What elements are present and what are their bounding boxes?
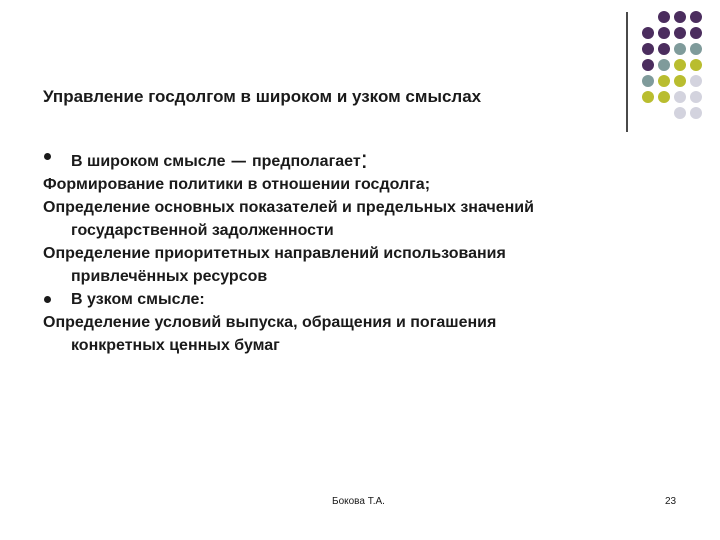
- decorative-dot: [658, 91, 670, 103]
- decorative-dot: [674, 43, 686, 55]
- decorative-dot: [674, 11, 686, 23]
- decorative-dot: [674, 107, 686, 119]
- bullet-icon: [44, 296, 51, 303]
- decorative-dot: [674, 91, 686, 103]
- decorative-vertical-line: [626, 12, 628, 132]
- decorative-dot: [658, 75, 670, 87]
- decorative-dot: [658, 43, 670, 55]
- dot-spacer: [642, 11, 654, 23]
- decorative-dot: [642, 91, 654, 103]
- decorative-dot: [690, 75, 702, 87]
- decorative-dot-grid: [640, 9, 704, 121]
- slide-title: Управление госдолгом в широком и узком смыслах: [43, 87, 482, 106]
- decorative-dot: [690, 11, 702, 23]
- bullet-text: В узком смысле:: [71, 291, 205, 308]
- bullet-text-rest: предполагает: [251, 153, 361, 170]
- decorative-dot: [658, 27, 670, 39]
- page-number: 23: [665, 496, 677, 507]
- footer-author: Бокова Т.А.: [332, 496, 385, 507]
- decorative-dot: [658, 59, 670, 71]
- bullet-text: В широком смысле: [71, 153, 226, 170]
- paragraph-line: Определение основных показателей и предельных значений: [43, 199, 534, 216]
- decorative-dot: [690, 27, 702, 39]
- paragraph-line: Определение условий выпуска, обращения и погашения: [43, 314, 497, 331]
- bullet-icon: [44, 153, 51, 160]
- paragraph-line-continued: привлечённых ресурсов: [71, 268, 268, 285]
- dot-spacer: [658, 107, 670, 119]
- decorative-dot: [690, 91, 702, 103]
- decorative-dot: [690, 59, 702, 71]
- dash: –: [231, 144, 246, 174]
- decorative-dot: [642, 27, 654, 39]
- decorative-dot: [674, 59, 686, 71]
- decorative-dot: [642, 59, 654, 71]
- paragraph-line-continued: конкретных ценных бумаг: [71, 337, 280, 354]
- decorative-dot: [674, 27, 686, 39]
- decorative-dot: [658, 11, 670, 23]
- decorative-dot: [674, 75, 686, 87]
- decorative-dot: [690, 107, 702, 119]
- bullet-item-broad: [43, 145, 633, 173]
- decorative-dot: [690, 43, 702, 55]
- decorative-dot: [642, 43, 654, 55]
- paragraph-line: Определение приоритетных направлений использования: [43, 245, 506, 262]
- paragraph-line-continued: государственной задолженности: [71, 222, 334, 239]
- slide-content: [43, 145, 633, 357]
- decorative-dot: [642, 75, 654, 87]
- dot-spacer: [642, 107, 654, 119]
- bullet-item-narrow: [43, 288, 633, 311]
- paragraph-line: Формирование политики в отношении госдолга;: [43, 176, 431, 193]
- colon: :: [360, 144, 368, 174]
